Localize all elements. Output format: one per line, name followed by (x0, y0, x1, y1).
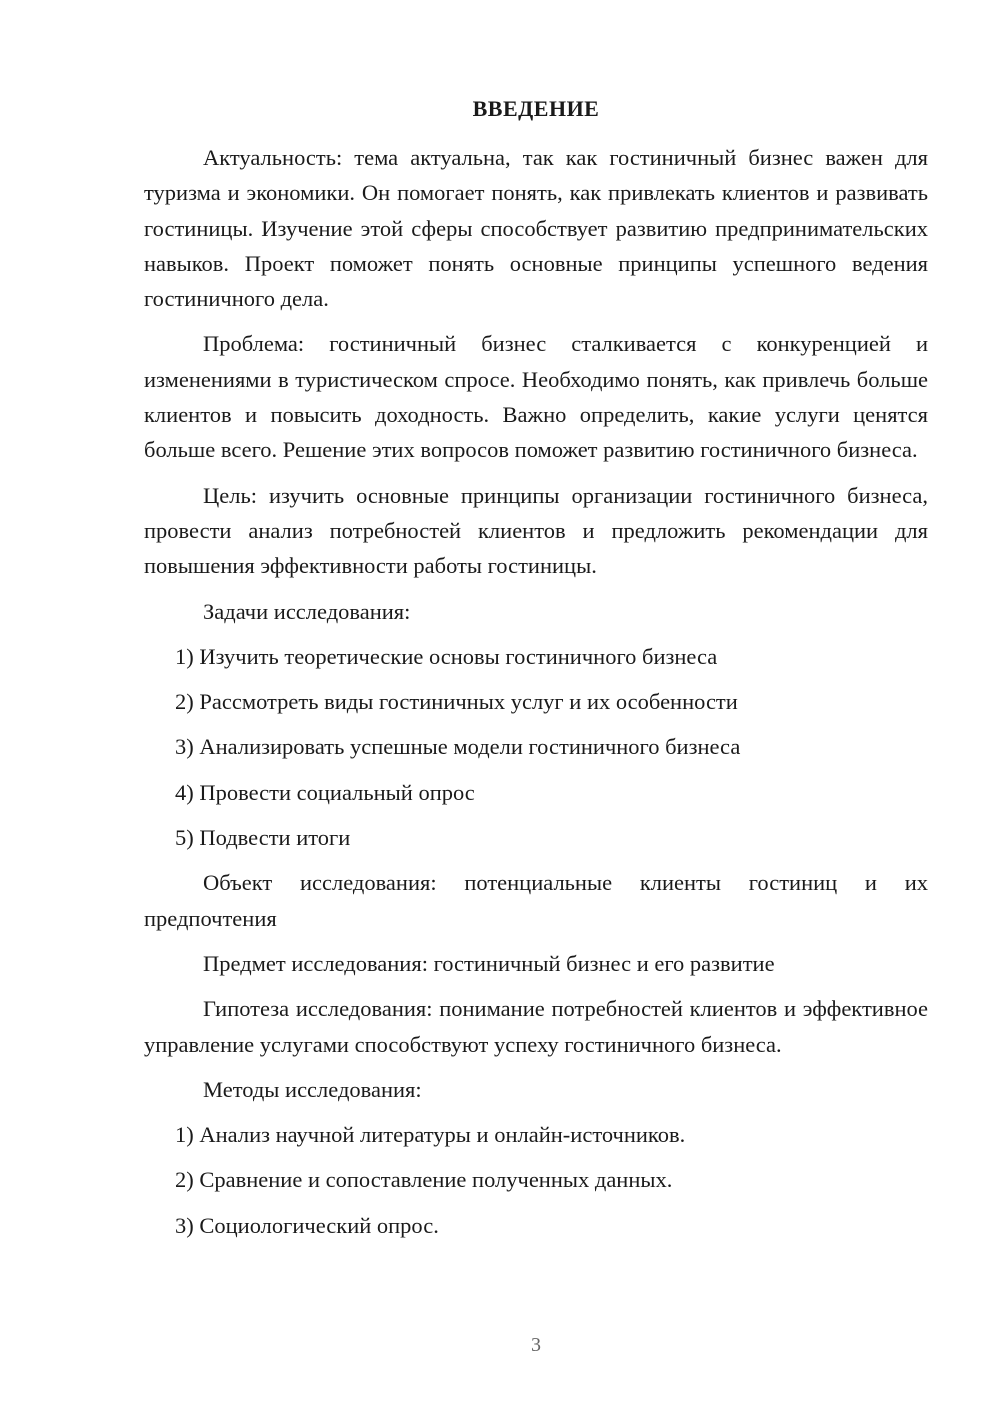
methods-heading: Методы исследования: (203, 1076, 422, 1102)
page-title: ВВЕДЕНИЕ (472, 96, 600, 121)
method-item: 1) Анализ научной литературы и онлайн-источников. (175, 1122, 686, 1148)
subject-paragraph: Предмет исследования: гостиничный бизнес и его развитие (203, 950, 775, 976)
methods-list (144, 1117, 928, 1243)
task-item: 5) Подвести итоги (175, 825, 351, 851)
tasks-heading: Задачи исследования: (203, 598, 411, 624)
hypothesis-paragraph: Гипотеза исследования: понимание потребностей клиентов и эффективное управление услугами способствуют успеху гостиничного бизнеса. (144, 996, 928, 1057)
task-item: 2) Рассмотреть виды гостиничных услуг и их особенности (175, 689, 738, 715)
object-paragraph: Объект исследования: потенциальные клиенты гостиниц и их предпочтения (144, 870, 928, 931)
problem-paragraph: Проблема: гостиничный бизнес сталкивается с конкуренцией и изменениями в туристическом спросе. Необходимо понять, как привлечь больше клиентов и повысить доходность. Важно определить, какие услуги ценятся больше всего. Решение этих вопросов поможет развитию гостиничного бизнеса. (144, 331, 928, 463)
page-number: 3 (531, 1334, 541, 1356)
task-item: 1) Изучить теоретические основы гостиничного бизнеса (175, 643, 718, 669)
method-item: 3) Социологический опрос. (175, 1212, 439, 1238)
task-item: 4) Провести социальный опрос (175, 779, 475, 805)
goal-paragraph: Цель: изучить основные принципы организации гостиничного бизнеса, провести анализ потребностей клиентов и предложить рекомендации для повышения эффективности работы гостиницы. (144, 482, 928, 579)
method-item: 2) Сравнение и сопоставление полученных данных. (175, 1167, 673, 1193)
task-item: 3) Анализировать успешные модели гостиничного бизнеса (175, 734, 741, 760)
document-body (144, 140, 928, 1253)
tasks-list (144, 639, 928, 855)
relevance-paragraph: Актуальность: тема актуальна, так как гостиничный бизнес важен для туризма и экономики. Он помогает понять, как привлекать клиентов и развивать гостиницы. Изучение этой сферы способствует развитию предпринимательских навыков. Проект поможет понять основные принципы успешного ведения гостиничного дела. (144, 145, 928, 312)
